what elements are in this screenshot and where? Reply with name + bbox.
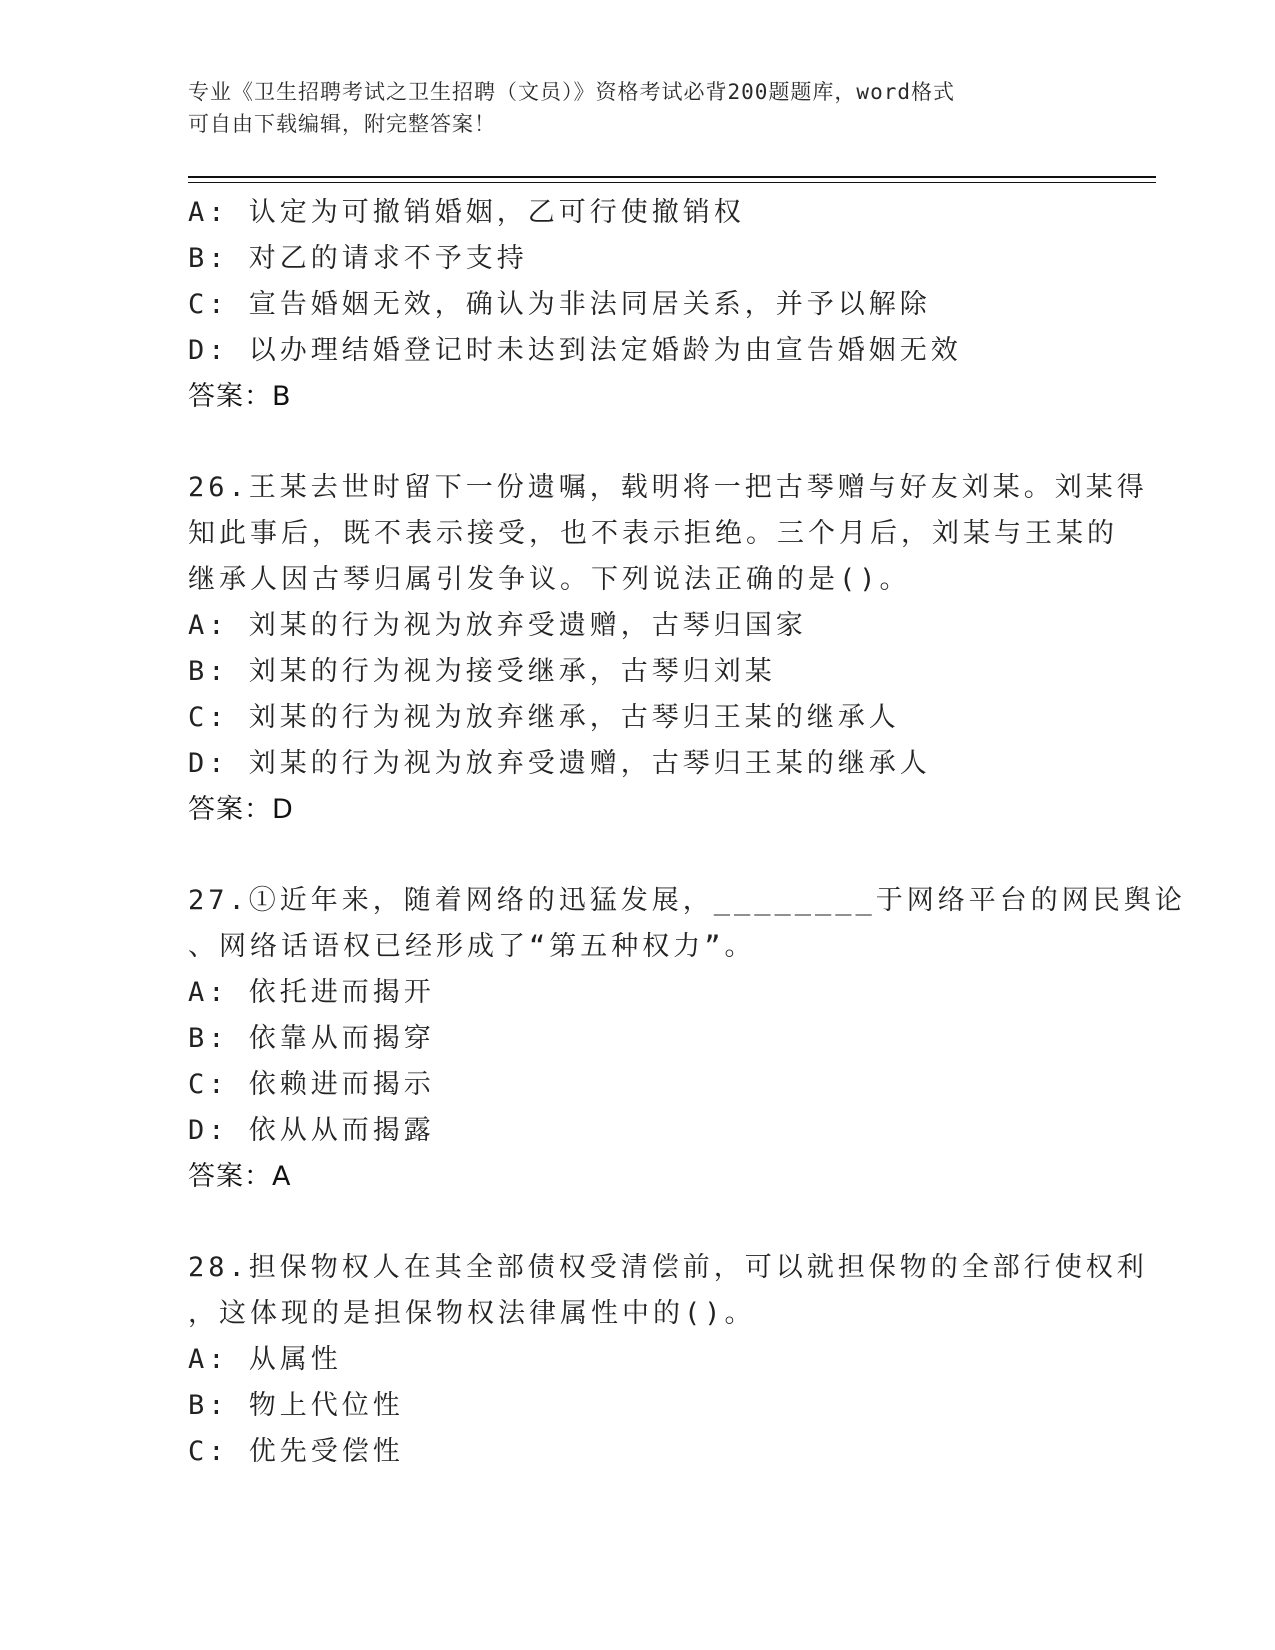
option-b: B: 物上代位性 [188, 1390, 404, 1421]
answer-label: 答案：D [188, 794, 294, 825]
option-d: D: 刘某的行为视为放弃受遗赠，古琴归王某的继承人 [188, 748, 931, 779]
question-26 [188, 465, 1148, 833]
question-stem-line: ，这体现的是担保物权法律属性中的()。 [188, 1298, 756, 1329]
option-c: C: 依赖进而揭示 [188, 1069, 435, 1100]
header-divider-thick [188, 176, 1156, 178]
question-stem-line: 、网络话语权已经形成了“第五种权力”。 [188, 931, 756, 962]
question-stem-line: 26.王某去世时留下一份遗嘱，载明将一把古琴赠与好友刘某。刘某得 [188, 472, 1148, 503]
question-spacer [188, 1200, 1088, 1245]
option-a: A: 依托进而揭开 [188, 977, 435, 1008]
option-c: C: 宣告婚姻无效，确认为非法同居关系，并予以解除 [188, 289, 931, 320]
answer-label: 答案：A [188, 1161, 292, 1192]
option-b: B: 对乙的请求不予支持 [188, 243, 528, 274]
document-header [188, 76, 1088, 140]
option-d: D: 依从从而揭露 [188, 1115, 435, 1146]
question-28 [188, 1245, 1148, 1475]
question-25-continued [188, 190, 1088, 420]
header-title-line-1: 专业《卫生招聘考试之卫生招聘（文员）》资格考试必背200题题库，word格式 [188, 80, 955, 104]
option-b: B: 依靠从而揭穿 [188, 1023, 435, 1054]
question-spacer [188, 420, 1088, 465]
header-divider-thin [188, 182, 1156, 183]
option-a: A: 认定为可撤销婚姻，乙可行使撤销权 [188, 197, 745, 228]
question-stem-line: 知此事后，既不表示接受，也不表示拒绝。三个月后，刘某与王某的 [188, 518, 1118, 549]
answer-label: 答案：B [188, 381, 292, 412]
option-a: A: 从属性 [188, 1344, 342, 1375]
question-stem-line: 28.担保物权人在其全部债权受清偿前，可以就担保物的全部行使权利 [188, 1252, 1148, 1283]
question-stem-line: 27.①近年来，随着网络的迅猛发展，________于网络平台的网民舆论 [188, 885, 1186, 916]
option-c: C: 优先受偿性 [188, 1436, 404, 1467]
option-c: C: 刘某的行为视为放弃继承，古琴归王某的继承人 [188, 702, 900, 733]
question-27 [188, 878, 1186, 1200]
option-b: B: 刘某的行为视为接受继承，古琴归刘某 [188, 656, 776, 687]
header-title-line-2: 可自由下载编辑，附完整答案！ [188, 112, 496, 136]
question-spacer [188, 833, 1088, 878]
question-stem-line: 继承人因古琴归属引发争议。下列说法正确的是()。 [188, 564, 911, 595]
option-d: D: 以办理结婚登记时未达到法定婚龄为由宣告婚姻无效 [188, 335, 962, 366]
option-a: A: 刘某的行为视为放弃受遗赠，古琴归国家 [188, 610, 807, 641]
question-list [188, 190, 1186, 1475]
